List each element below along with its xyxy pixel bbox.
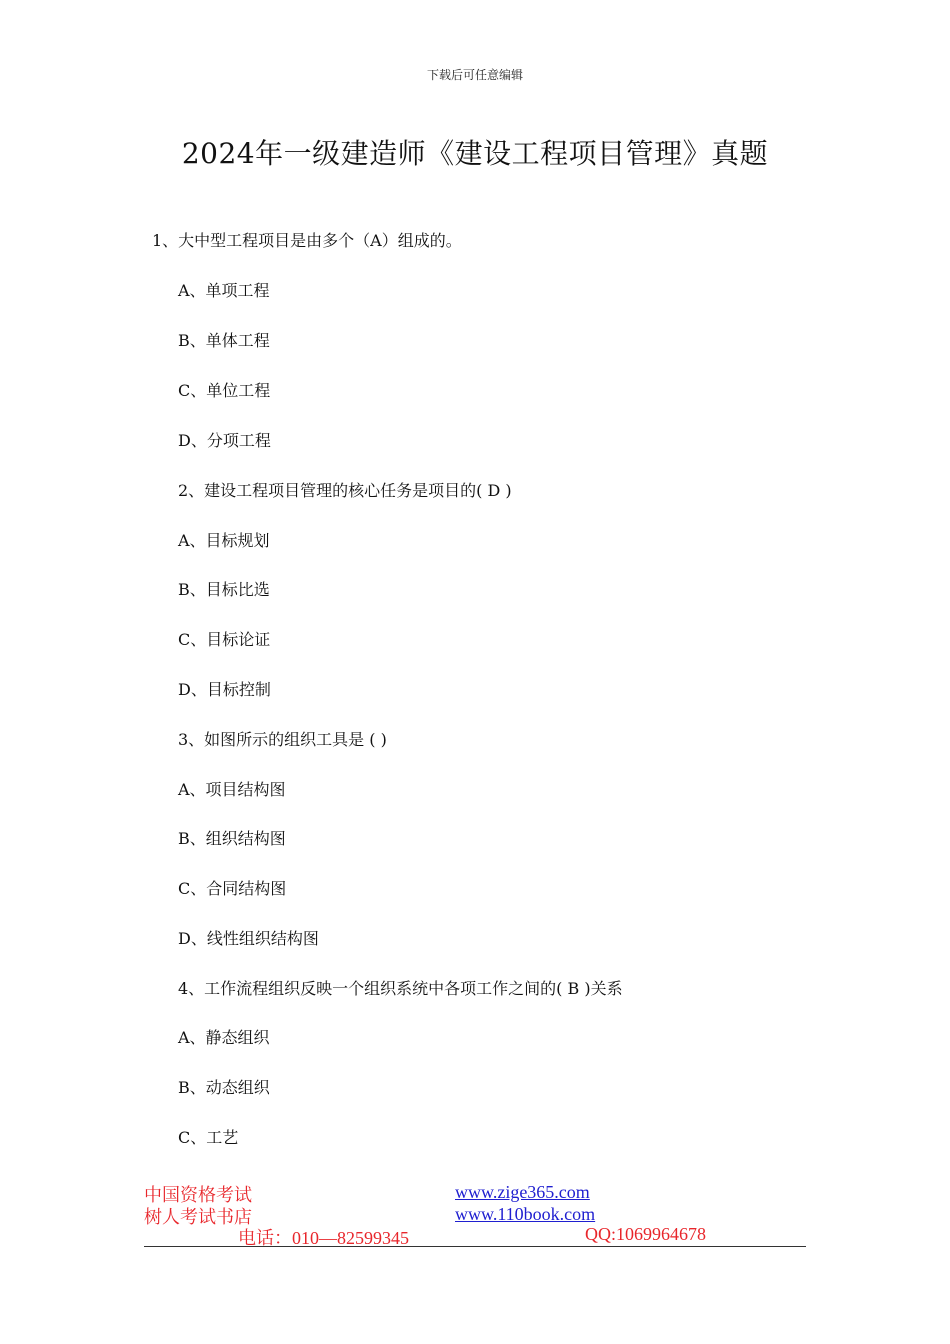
footer-link-110book[interactable]: www.110book.com	[455, 1204, 596, 1224]
q2-option-c: C、目标论证	[178, 630, 271, 649]
q4-option-a: A、静态组织	[178, 1028, 270, 1047]
question-2: 2、建设工程项目管理的核心任务是项目的( D )	[178, 481, 512, 500]
footer-divider	[144, 1246, 806, 1247]
header-note: 下载后可任意编辑	[426, 68, 523, 82]
footer-org-name: 中国资格考试	[144, 1185, 252, 1205]
footer-qq: QQ:1069964678	[585, 1224, 706, 1244]
question-3: 3、如图所示的组织工具是 ( )	[178, 730, 387, 749]
footer-bookstore-name: 树人考试书店	[144, 1207, 252, 1227]
q4-option-b: B、动态组织	[178, 1078, 270, 1097]
footer-link-zige365[interactable]: www.zige365.com	[455, 1182, 590, 1202]
question-4: 4、工作流程组织反映一个组织系统中各项工作之间的( B )关系	[178, 979, 623, 998]
q2-option-b: B、目标比选	[178, 580, 270, 599]
q3-option-c: C、合同结构图	[178, 879, 287, 898]
q1-option-b: B、单体工程	[178, 331, 270, 350]
q1-option-d: D、分项工程	[178, 431, 271, 450]
question-1: 1、大中型工程项目是由多个（A）组成的。	[152, 231, 462, 250]
q2-option-d: D、目标控制	[178, 680, 271, 699]
footer-phone: 电话：010—82599345	[238, 1228, 409, 1248]
q4-option-c: C、工艺	[178, 1128, 239, 1147]
q3-option-a: A、项目结构图	[178, 780, 286, 799]
document-title: 2024年一级建造师《建设工程项目管理》真题	[181, 137, 769, 170]
q3-option-b: B、组织结构图	[178, 829, 286, 848]
q1-option-c: C、单位工程	[178, 381, 271, 400]
q3-option-d: D、线性组织结构图	[178, 929, 319, 948]
q2-option-a: A、目标规划	[178, 531, 270, 550]
q1-option-a: A、单项工程	[178, 281, 270, 300]
